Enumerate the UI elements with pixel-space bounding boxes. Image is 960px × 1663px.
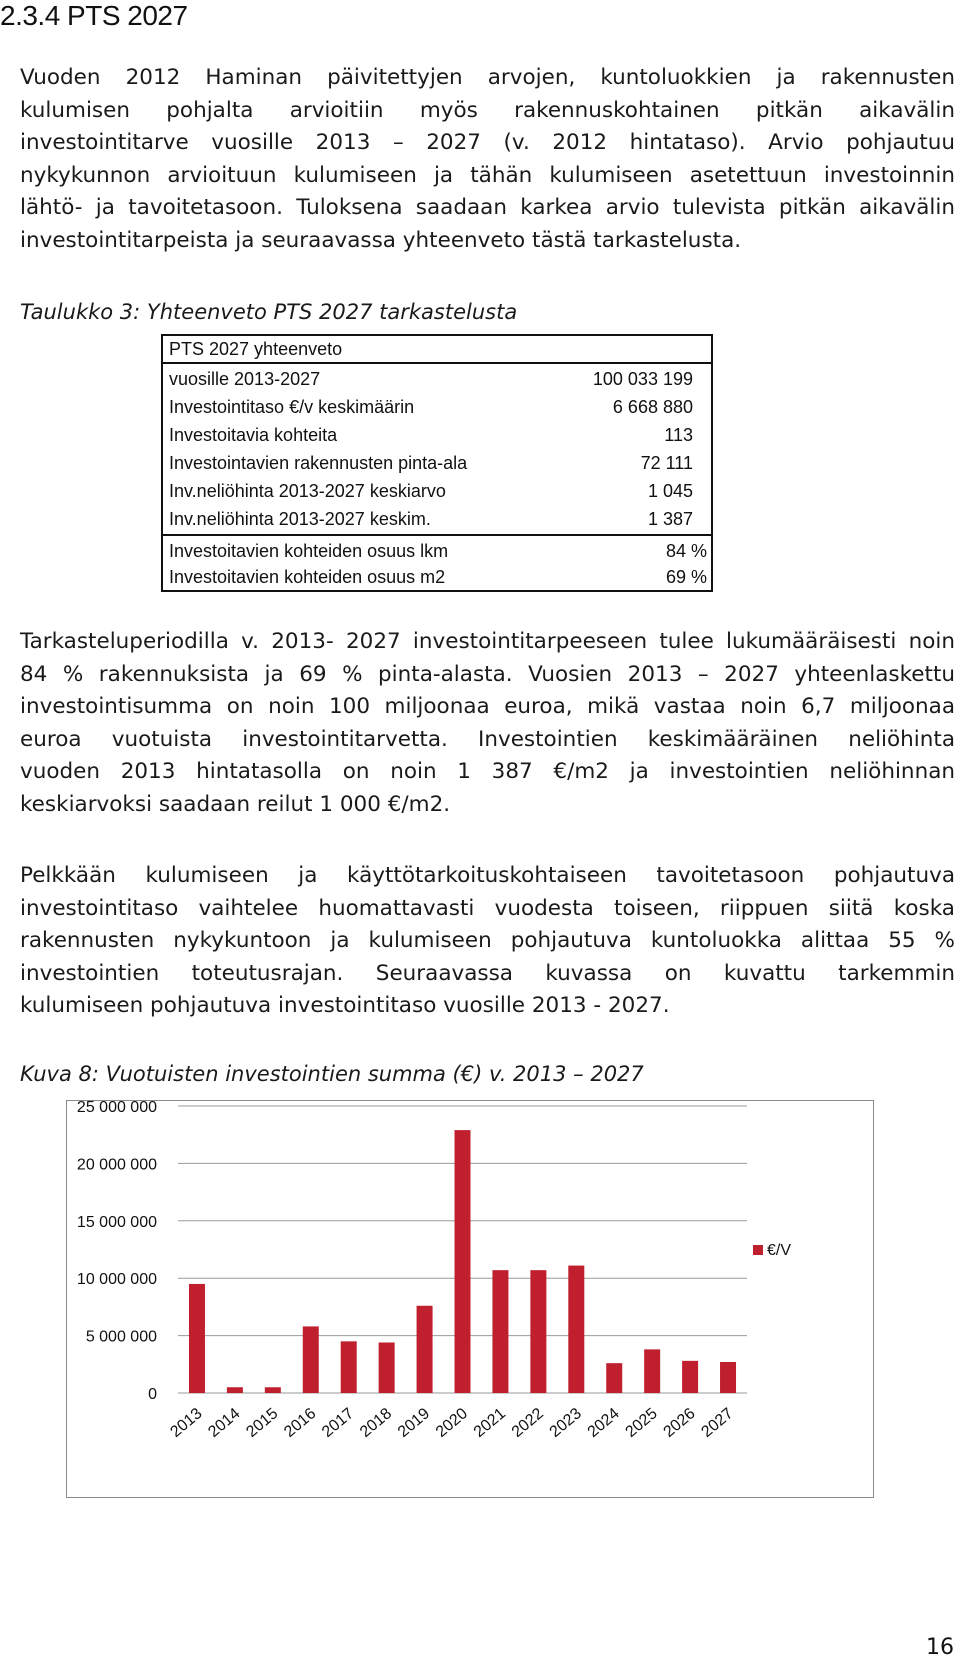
table-row bbox=[169, 366, 693, 392]
text-line: Tarkasteluperiodilla v. 2013- 2027 investointitarpeeseen tulee lukumääräisesti noin bbox=[20, 629, 955, 654]
bar bbox=[720, 1362, 736, 1393]
x-tick-label: 2017 bbox=[319, 1405, 358, 1441]
x-tick-label: 2027 bbox=[698, 1405, 737, 1441]
y-tick-label: 15 000 000 bbox=[76, 1213, 157, 1231]
chart-container bbox=[66, 1100, 874, 1498]
table-row bbox=[169, 422, 693, 448]
table-row bbox=[169, 506, 693, 532]
row-value: 6 668 880 bbox=[612, 397, 693, 417]
row-value: 1 387 bbox=[647, 509, 693, 529]
x-tick-label: 2021 bbox=[470, 1405, 510, 1441]
table-title: PTS 2027 yhteenveto bbox=[163, 336, 711, 364]
y-tick-label: 0 bbox=[148, 1386, 157, 1403]
x-tick-label: 2018 bbox=[357, 1405, 396, 1441]
x-tick-label: 2013 bbox=[167, 1405, 206, 1441]
x-tick-label: 2019 bbox=[394, 1405, 434, 1441]
table-row bbox=[169, 564, 707, 590]
text-line: Pelkkään kulumiseen ja käyttötarkoituskohtaiseen tavoitetasoon pohjautuva bbox=[20, 863, 955, 888]
x-tick-label: 2014 bbox=[205, 1405, 244, 1441]
x-tick-label: 2020 bbox=[432, 1405, 472, 1441]
text-line: rakennusten nykykuntoon ja kulumiseen pohjautuva kuntoluokka alittaa 55 % bbox=[20, 928, 955, 953]
row-label: Investoitavia kohteita bbox=[169, 425, 338, 445]
y-tick-label: 10 000 000 bbox=[76, 1271, 157, 1289]
text-line: euroa vuotuista investointitarvetta. Investointien keskimääräinen neliöhinta bbox=[20, 726, 955, 752]
row-label: Investointavien rakennusten pinta-ala bbox=[169, 453, 468, 473]
table-row bbox=[169, 450, 693, 476]
bar bbox=[379, 1342, 395, 1393]
bar bbox=[417, 1306, 433, 1393]
bar bbox=[644, 1349, 660, 1393]
text-line: investointien toteutusrajan. Seuraavassa kuvassa on kuvattu tarkemmin bbox=[20, 960, 955, 986]
text-line: Vuoden 2012 Haminan päivitettyjen arvojen, kuntoluokkien ja rakennusten bbox=[20, 65, 955, 90]
bar bbox=[265, 1387, 281, 1393]
y-tick-label: 25 000 000 bbox=[76, 1101, 157, 1116]
row-label: Investoitavien kohteiden osuus lkm bbox=[169, 541, 449, 561]
text-line: investointitaso vaihtelee huomattavasti vuodesta toiseen, riippuen siitä koska bbox=[20, 895, 955, 921]
analysis-paragraph bbox=[20, 626, 955, 821]
text-line: vuoden 2013 hintatasolla on noin 1 387 €/m2 ja investointien neliöhinnan bbox=[20, 759, 955, 784]
row-value: 69 % bbox=[665, 567, 707, 587]
bar bbox=[492, 1270, 508, 1393]
row-label: Investointitaso €/v keskimäärin bbox=[169, 397, 415, 417]
x-tick-label: 2023 bbox=[546, 1405, 585, 1441]
y-tick-label: 5 000 000 bbox=[85, 1328, 157, 1346]
row-value: 113 bbox=[664, 425, 693, 445]
x-tick-label: 2016 bbox=[281, 1405, 320, 1441]
row-value: 100 033 199 bbox=[592, 369, 693, 389]
bar bbox=[303, 1326, 319, 1393]
x-tick-label: 2024 bbox=[584, 1405, 623, 1441]
table-row bbox=[169, 394, 693, 420]
table-caption: Taulukko 3: Yhteenveto PTS 2027 tarkastelusta bbox=[20, 300, 518, 324]
text-line: lähtö- ja tavoitetasoon. Tuloksena saadaan karkea arvio tulevista pitkän aikavälin bbox=[20, 195, 955, 220]
legend-label: €/V bbox=[767, 1242, 792, 1259]
intro-paragraph bbox=[20, 62, 955, 257]
text-line: keskiarvoksi saadaan reilut 1 000 €/m2. bbox=[20, 791, 451, 817]
x-tick-label: 2022 bbox=[508, 1405, 547, 1441]
x-tick-label: 2015 bbox=[243, 1405, 282, 1441]
table-row bbox=[169, 478, 693, 504]
percentage-section bbox=[163, 534, 711, 594]
figure-caption: Kuva 8: Vuotuisten investointien summa (€) v. 2013 – 2027 bbox=[20, 1062, 644, 1086]
bar bbox=[227, 1387, 243, 1393]
summary-table bbox=[161, 334, 713, 592]
x-tick-label: 2026 bbox=[660, 1405, 699, 1441]
row-value: 72 111 bbox=[640, 453, 693, 473]
investment-level-paragraph bbox=[20, 860, 955, 1023]
bar bbox=[341, 1341, 357, 1393]
row-label: Investoitavien kohteiden osuus m2 bbox=[169, 567, 446, 587]
text-line: investointitarve vuosille 2013 – 2027 (v. 2012 hintataso). Arvio pohjautuu bbox=[20, 130, 955, 155]
bar-chart bbox=[67, 1101, 872, 1496]
bar bbox=[455, 1130, 471, 1393]
text-line: nykykunnon arvioituun kulumiseen ja tähän kulumiseen asetettuun investoinnin bbox=[20, 162, 955, 188]
row-label: vuosille 2013-2027 bbox=[169, 369, 321, 389]
row-label: Inv.neliöhinta 2013-2027 keskiarvo bbox=[169, 481, 446, 501]
text-line: kulumiseen pohjautuva investointitaso vuosille 2013 - 2027. bbox=[20, 993, 670, 1018]
bar bbox=[568, 1266, 584, 1393]
page-number: 16 bbox=[926, 1635, 954, 1660]
section-heading: 2.3.4 PTS 2027 bbox=[0, 0, 188, 31]
bar bbox=[606, 1363, 622, 1393]
y-tick-label: 20 000 000 bbox=[76, 1156, 157, 1174]
text-line: investointitarpeista ja seuraavassa yhteenveto tästä tarkastelusta. bbox=[20, 227, 742, 253]
text-line: kulumisen pohjalta arvioitiin myös rakennuskohtainen pitkän aikavälin bbox=[20, 97, 955, 123]
x-tick-label: 2025 bbox=[622, 1405, 661, 1441]
bar bbox=[189, 1284, 205, 1393]
row-value: 84 % bbox=[665, 541, 707, 561]
row-label: Inv.neliöhinta 2013-2027 keskim. bbox=[169, 509, 431, 529]
legend-swatch bbox=[753, 1245, 763, 1255]
bar bbox=[682, 1361, 698, 1393]
text-line: 84 % rakennuksista ja 69 % pinta-alasta. Vuosien 2013 – 2027 yhteenlaskettu bbox=[20, 661, 955, 687]
row-value: 1 045 bbox=[647, 481, 693, 501]
table-row bbox=[169, 538, 707, 564]
text-line: investointisumma on noin 100 miljoonaa euroa, mikä vastaa noin 6,7 miljoonaa bbox=[20, 694, 955, 719]
bar bbox=[530, 1270, 546, 1393]
